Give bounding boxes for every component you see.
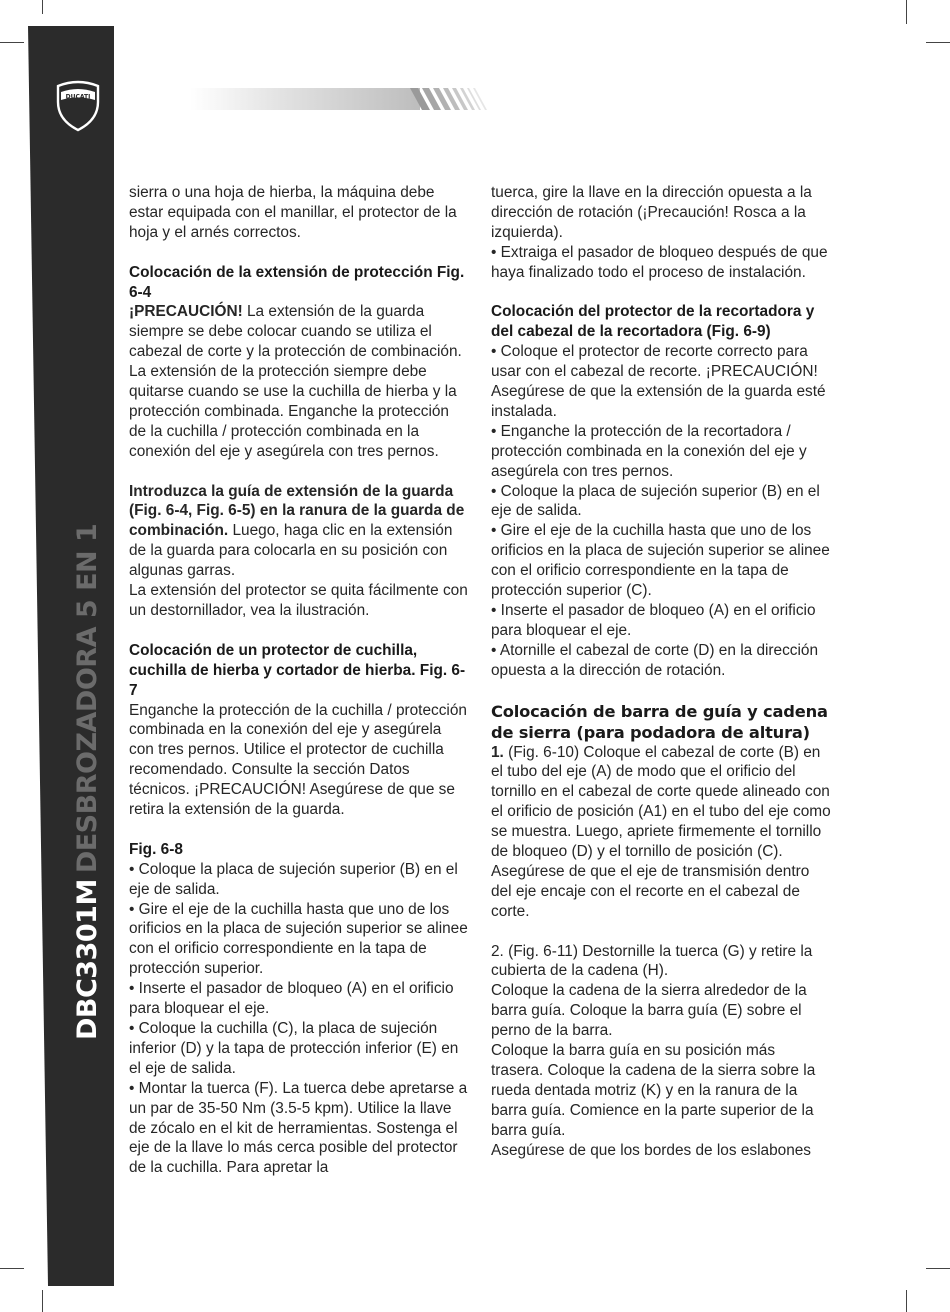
sidebar-curve xyxy=(28,26,48,1286)
section-heading-extension: Colocación de la extensión de protección Fig. 6-4 xyxy=(129,263,465,301)
header-gradient-bar xyxy=(190,88,420,110)
paragraph: Coloque la barra guía en su posición más trasera. Coloque la cadena de la sierra sobre la rueda dentada motriz (K) y en la ranura de la barra guía. Comience en la parte superior de la barra guía. xyxy=(491,1042,816,1139)
paragraph: Enganche la protección de la cuchilla / protección combinada en la conexión del eje y asegúrela con tres pernos. Utilice el protector de cuchilla recomendado. Consulte la sección Datos técnicos. ¡PRECAUCIÓN! Asegúrese de que se retira la extensión de la guarda. xyxy=(129,701,467,819)
bullet-item: • Gire el eje de la cuchilla hasta que uno de los orificios en la placa de sujeción superior se alinee con el orificio correspondiente en la tapa de protección superior (C). xyxy=(491,522,830,600)
bullet-item: • Gire el eje de la cuchilla hasta que uno de los orificios en la placa de sujeción superior se alinee con el orificio correspondiente en la tapa de protección superior. xyxy=(129,900,468,978)
bullet-item: • Coloque la placa de sujeción superior (B) en el eje de salida. xyxy=(129,860,458,898)
bold-intro: Introduzca la guía de extensión de la guarda (Fig. 6-4, Fig. 6-5) en la ranura de la guarda de combinación. xyxy=(129,482,465,540)
crop-mark xyxy=(42,1290,43,1312)
paragraph: Asegúrese de que el eje de transmisión dentro del eje encaje con el recorte en el cabezal de corte. xyxy=(491,862,810,920)
section-heading-trimmer: Colocación del protector de la recortadora y del cabezal de la recortadora (Fig. 6-9) xyxy=(491,303,815,341)
bullet-item: • Coloque el protector de recorte correcto para usar con el cabezal de recorte. ¡PRECAUCIÓN! Asegúrese de que la extensión de la guarda esté instalada. xyxy=(491,343,826,420)
paragraph-text: La extensión de la guarda siempre se debe colocar cuando se utiliza el cabezal de corte y la protección de combinación. La extensión de la protección siempre debe quitarse cuando se use la cuchilla de hierba y la protección combinada. Enganche la protección de la cuchilla / protección combinada en la conexión del eje y asegúrela con tres pernos. xyxy=(129,303,462,460)
ducati-logo-icon xyxy=(55,80,101,132)
bullet-item: • Atornille el cabezal de corte (D) en la dirección opuesta a la dirección de rotación. xyxy=(491,641,819,679)
header-stripes-icon xyxy=(410,88,520,110)
crop-mark xyxy=(0,42,24,43)
section-heading-blade: Colocación de un protector de cuchilla, cuchilla de hierba y cortador de hierba. Fig. 6-7 xyxy=(129,641,466,699)
product-name: DESBROZADORA 5 EN 1 xyxy=(72,523,103,874)
crop-mark xyxy=(42,0,43,14)
section-heading-saw-chain: Colocación de barra de guía y cadena de sierra (para podadora de altura) xyxy=(491,701,828,742)
model-number: DBC3301M xyxy=(72,879,103,1040)
logo-text: DUCATI xyxy=(65,93,91,101)
step-number: 1. xyxy=(491,743,504,761)
crop-mark xyxy=(906,1290,907,1312)
bullet-item: • Extraiga el pasador de bloqueo después de que haya finalizado todo el proceso de instalación. xyxy=(491,243,828,281)
crop-mark xyxy=(926,1268,950,1269)
crop-mark xyxy=(906,0,907,24)
sidebar-product-title xyxy=(74,524,101,1040)
paragraph: La extensión del protector se quita fácilmente con un destornillador, vea la ilustración. xyxy=(129,582,468,619)
section-heading-fig-6-8: Fig. 6-8 xyxy=(129,840,183,858)
paragraph xyxy=(129,302,469,461)
paragraph: Asegúrese de que los bordes de los eslabones xyxy=(491,1141,812,1159)
bullet-item: • Inserte el pasador de bloqueo (A) en el orificio para bloquear el eje. xyxy=(491,602,816,639)
paragraph xyxy=(129,482,469,582)
paragraph: sierra o una hoja de hierba, la máquina debe estar equipada con el manillar, el protector de la hoja y el arnés correctos. xyxy=(129,184,457,241)
crop-mark xyxy=(926,42,950,43)
paragraph: 2. (Fig. 6-11) Destornille la tuerca (G) y retire la cubierta de la cadena (H). xyxy=(491,942,813,980)
paragraph: tuerca, gire la llave en la dirección opuesta a la dirección de rotación (¡Precaución! Rosca a la izquierda). xyxy=(491,184,812,241)
bullet-item: • Inserte el pasador de bloqueo (A) en el orificio para bloquear el eje. xyxy=(129,980,454,1018)
paragraph-text: (Fig. 6-10) Coloque el cabezal de corte (B) en el tubo del eje (A) de modo que el orificio del tornillo en el cabezal de corte quede alineado con el orificio de posición (A1) en el tubo del eje como se muestra. Luego, apriete firmemente el tornillo de bloqueo (D) y el tornillo de posición (C). xyxy=(491,743,831,861)
bullet-item: • Coloque la placa de sujeción superior (B) en el eje de salida. xyxy=(491,482,820,520)
paragraph: Coloque la cadena de la sierra alrededor de la barra guía. Coloque la barra guía (E) sobre el perno de la barra. xyxy=(491,982,807,1040)
bullet-item: • Coloque la cuchilla (C), la placa de sujeción inferior (D) y la tapa de protección inferior (E) en el eje de salida. xyxy=(129,1020,459,1077)
bullet-item: • Enganche la protección de la recortadora / protección combinada en la conexión del eje y asegúrela con tres pernos. xyxy=(491,422,807,480)
left-column xyxy=(129,183,469,1178)
right-column xyxy=(491,183,831,1161)
paragraph xyxy=(491,743,831,862)
paragraph-text: Luego, haga clic en la extensión de la guarda para colocarla en su posición con algunas garras. xyxy=(129,522,453,580)
crop-mark xyxy=(0,1268,24,1269)
warning-label: ¡PRECAUCIÓN! xyxy=(129,303,243,321)
bullet-item: • Montar la tuerca (F). La tuerca debe apretarse a un par de 35-50 Nm (3.5-5 kpm). Utilice la llave de zócalo en el kit de herramientas. Sostenga el eje de la llave lo más cerca posible del protector de la cuchilla. Para apretar la xyxy=(129,1079,468,1177)
